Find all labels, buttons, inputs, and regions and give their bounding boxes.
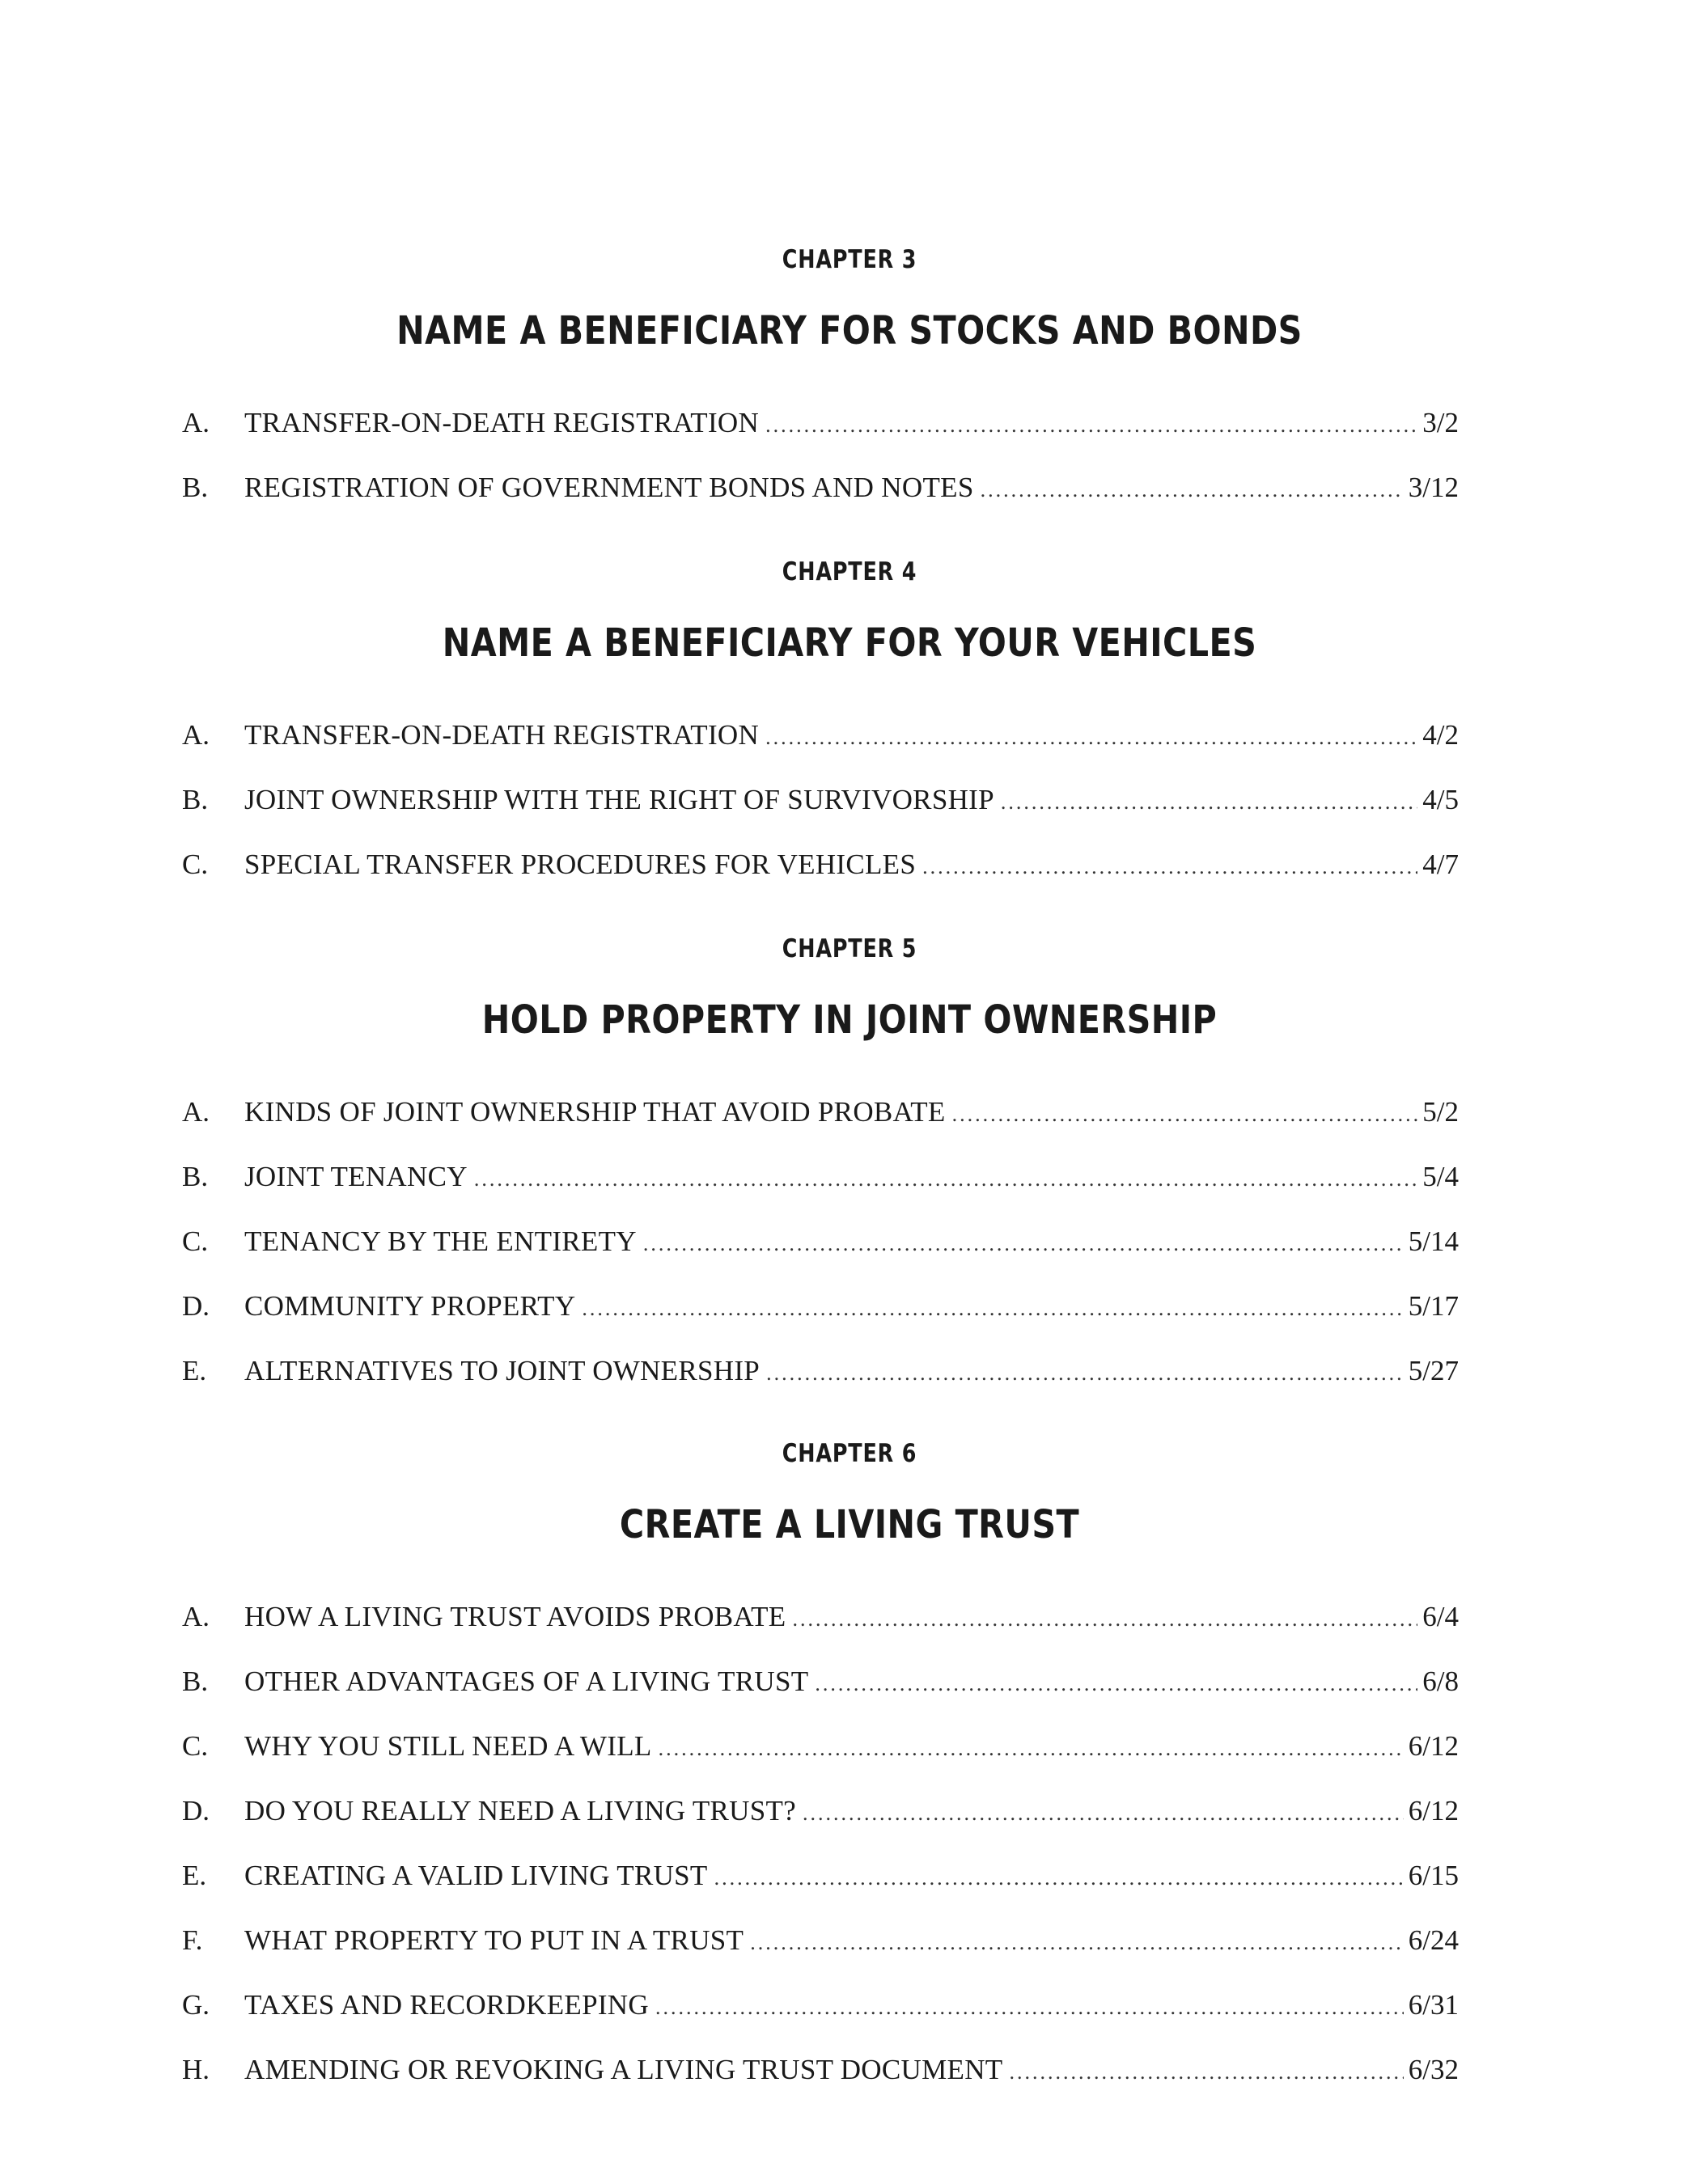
dot-leader	[1009, 2053, 1403, 2092]
dot-leader	[815, 1665, 1417, 1704]
entry-letter: D.	[182, 1290, 210, 1322]
toc-entry[interactable]	[182, 1792, 1459, 1831]
toc-entry[interactable]	[182, 781, 1459, 819]
dot-leader	[765, 718, 1417, 757]
chapter-label: CHAPTER 5	[782, 934, 917, 963]
dot-leader	[1001, 783, 1417, 822]
entry-page-number: 4/2	[1422, 719, 1459, 751]
entry-page-number: 6/24	[1408, 1924, 1459, 1956]
toc-entry[interactable]	[182, 2051, 1459, 2089]
entry-title: TENANCY BY THE ENTIRETY	[244, 1225, 637, 1257]
entry-page-number: 6/8	[1422, 1666, 1459, 1697]
entry-page-number: 5/27	[1408, 1355, 1459, 1386]
entry-title: AMENDING OR REVOKING A LIVING TRUST DOCUMENT	[244, 2054, 1003, 2085]
entry-title: TRANSFER-ON-DEATH REGISTRATION	[244, 719, 760, 751]
dot-leader	[792, 1600, 1417, 1639]
entry-page-number: 6/15	[1408, 1860, 1459, 1891]
entry-title: OTHER ADVANTAGES OF A LIVING TRUST	[244, 1666, 809, 1697]
entry-letter: A.	[182, 719, 210, 751]
dot-leader	[474, 1160, 1417, 1199]
entry-page-number: 3/2	[1422, 407, 1459, 438]
entry-letter: A.	[182, 1096, 210, 1128]
toc-entry[interactable]	[182, 1921, 1459, 1960]
toc-entry[interactable]	[182, 1662, 1459, 1701]
dot-leader	[750, 1924, 1404, 1962]
entry-page-number: 6/12	[1408, 1795, 1459, 1826]
entry-letter: C.	[182, 849, 209, 880]
entry-page-number: 6/32	[1408, 2054, 1459, 2085]
entry-title: SPECIAL TRANSFER PROCEDURES FOR VEHICLES	[244, 849, 917, 880]
entry-letter: D.	[182, 1795, 210, 1826]
entry-page-number: 4/7	[1422, 849, 1459, 880]
dot-leader	[714, 1859, 1404, 1898]
dot-leader	[803, 1794, 1404, 1833]
dot-leader	[766, 1354, 1404, 1393]
entry-title: WHY YOU STILL NEED A WILL	[244, 1730, 652, 1762]
entry-page-number: 5/17	[1408, 1290, 1459, 1322]
entry-letter: H.	[182, 2054, 210, 2085]
entry-title: WHAT PROPERTY TO PUT IN A TRUST	[244, 1924, 744, 1956]
chapter-label: CHAPTER 4	[782, 557, 917, 586]
entry-letter: G.	[182, 1989, 210, 2021]
entry-letter: F.	[182, 1924, 203, 1956]
entry-title: CREATING A VALID LIVING TRUST	[244, 1860, 708, 1891]
entry-page-number: 5/14	[1408, 1225, 1459, 1257]
entry-page-number: 3/12	[1408, 472, 1459, 503]
entry-title: COMMUNITY PROPERTY	[244, 1290, 576, 1322]
dot-leader	[922, 848, 1417, 887]
entry-title: TRANSFER-ON-DEATH REGISTRATION	[244, 407, 760, 438]
entry-page-number: 6/4	[1422, 1601, 1459, 1632]
entry-title: DO YOU REALLY NEED A LIVING TRUST?	[244, 1795, 797, 1826]
dot-leader	[952, 1095, 1418, 1134]
toc-entry[interactable]	[182, 1158, 1459, 1196]
toc-entry[interactable]	[182, 1727, 1459, 1766]
entry-letter: A.	[182, 1601, 210, 1632]
toc-entry[interactable]	[182, 1093, 1459, 1132]
toc-entry[interactable]	[182, 1287, 1459, 1326]
chapter-title: HOLD PROPERTY IN JOINT OWNERSHIP	[481, 997, 1218, 1043]
chapter-label: CHAPTER 3	[782, 245, 917, 274]
entry-page-number: 5/2	[1422, 1096, 1459, 1128]
dot-leader	[981, 471, 1404, 510]
toc-entry[interactable]	[182, 845, 1459, 884]
chapter-label: CHAPTER 6	[782, 1439, 917, 1468]
entry-title: REGISTRATION OF GOVERNMENT BONDS AND NOTES	[244, 472, 974, 503]
toc-entry[interactable]	[182, 1352, 1459, 1390]
dot-leader	[765, 406, 1417, 445]
toc-entry[interactable]	[182, 1222, 1459, 1261]
dot-leader	[659, 1729, 1404, 1768]
chapter-title: NAME A BENEFICIARY FOR STOCKS AND BONDS	[396, 308, 1303, 353]
toc-entry[interactable]	[182, 1986, 1459, 2025]
entry-letter: B.	[182, 1161, 209, 1192]
entry-letter: C.	[182, 1225, 209, 1257]
toc-entry[interactable]	[182, 1856, 1459, 1895]
entry-letter: A.	[182, 407, 210, 438]
entry-title: HOW A LIVING TRUST AVOIDS PROBATE	[244, 1601, 786, 1632]
toc-entry[interactable]	[182, 468, 1459, 507]
entry-page-number: 6/12	[1408, 1730, 1459, 1762]
entry-letter: E.	[182, 1355, 207, 1386]
dot-leader	[643, 1225, 1404, 1263]
entry-title: ALTERNATIVES TO JOINT OWNERSHIP	[244, 1355, 761, 1386]
entry-title: TAXES AND RECORDKEEPING	[244, 1989, 649, 2021]
entry-letter: C.	[182, 1730, 209, 1762]
toc-entry[interactable]	[182, 716, 1459, 755]
entry-title: JOINT TENANCY	[244, 1161, 468, 1192]
entry-page-number: 6/31	[1408, 1989, 1459, 2021]
entry-letter: B.	[182, 472, 209, 503]
toc-entry[interactable]	[182, 1598, 1459, 1636]
chapter-title: NAME A BENEFICIARY FOR YOUR VEHICLES	[442, 620, 1257, 666]
toc-entry[interactable]	[182, 404, 1459, 442]
entry-letter: B.	[182, 784, 209, 815]
entry-title: JOINT OWNERSHIP WITH THE RIGHT OF SURVIVORSHIP	[244, 784, 994, 815]
entry-letter: E.	[182, 1860, 207, 1891]
chapter-title: CREATE A LIVING TRUST	[619, 1502, 1080, 1547]
entry-title: KINDS OF JOINT OWNERSHIP THAT AVOID PROBATE	[244, 1096, 946, 1128]
entry-page-number: 4/5	[1422, 784, 1459, 815]
entry-page-number: 5/4	[1422, 1161, 1459, 1192]
dot-leader	[655, 1988, 1404, 2027]
dot-leader	[582, 1289, 1403, 1328]
entry-letter: B.	[182, 1666, 209, 1697]
